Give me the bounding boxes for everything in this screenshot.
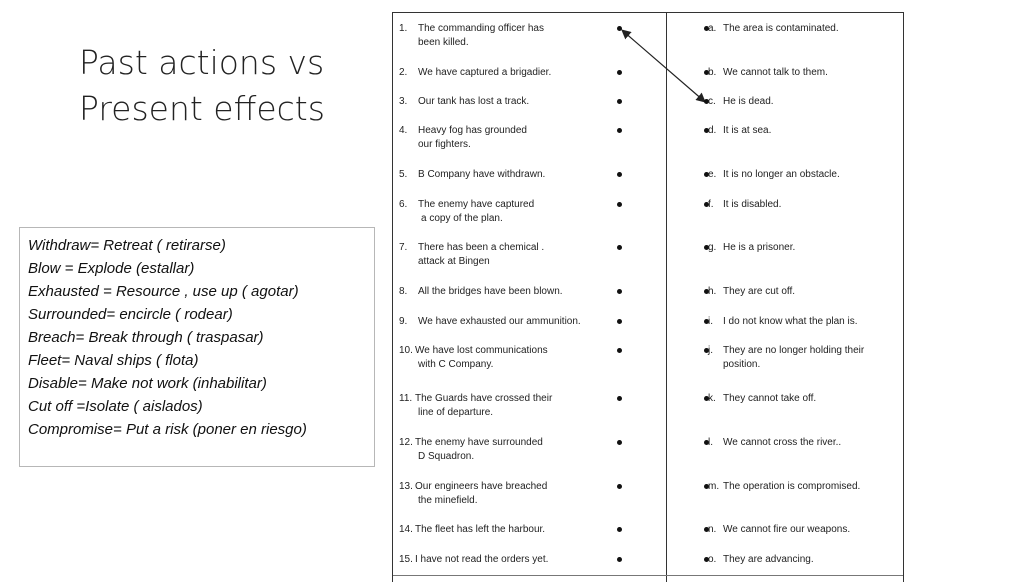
action-item [399, 480, 609, 508]
action-text-line-1: The enemy have surrounded [415, 437, 543, 448]
action-match-dot[interactable] [617, 319, 622, 324]
effect-item [708, 168, 900, 182]
action-match-dot[interactable] [617, 202, 622, 207]
action-match-dot[interactable] [617, 557, 622, 562]
effect-letter: c. [708, 96, 716, 107]
effect-letter: a. [708, 23, 717, 34]
action-text-line-1: We have captured a brigadier. [418, 67, 552, 78]
effect-item [708, 392, 900, 406]
action-number: 10. [399, 345, 413, 356]
action-item [399, 66, 609, 80]
action-text-line-2: D Squadron. [418, 451, 475, 462]
effect-text-line-1: He is dead. [723, 96, 774, 107]
action-text-line-1: There has been a chemical . [418, 242, 545, 253]
vocab-item: Cut off =Isolate ( aislados) [28, 398, 203, 415]
effect-text-line-1: We cannot talk to them. [723, 67, 828, 78]
action-match-dot[interactable] [617, 396, 622, 401]
action-text-line-2: our fighters. [418, 139, 471, 150]
effect-letter: j. [708, 345, 713, 356]
vocab-item: Blow = Explode (estallar) [28, 260, 195, 277]
effect-item [708, 436, 900, 450]
effect-letter: k. [708, 393, 716, 404]
action-number: 5. [399, 169, 408, 180]
effect-text-line-1: They are advancing. [723, 554, 814, 565]
action-item [399, 168, 609, 182]
vocab-item: Exhausted = Resource , use up ( agotar) [28, 283, 299, 300]
matching-worksheet [392, 12, 904, 582]
action-text-line-1: We have exhausted our ammunition. [418, 316, 581, 327]
effect-letter: h. [708, 286, 717, 297]
action-match-dot[interactable] [617, 245, 622, 250]
effect-text-line-1: It is no longer an obstacle. [723, 169, 840, 180]
action-item [399, 436, 609, 464]
action-item [399, 344, 609, 372]
effect-item [708, 344, 900, 372]
action-text-line-2: been killed. [418, 37, 469, 48]
vocab-item: Disable= Make not work (inhabilitar) [28, 375, 267, 392]
action-match-dot[interactable] [617, 128, 622, 133]
vocab-item: Withdraw= Retreat ( retirarse) [28, 237, 226, 254]
action-text-line-2: the minefield. [418, 495, 478, 506]
action-match-dot[interactable] [617, 99, 622, 104]
effect-item [708, 95, 900, 109]
effect-item [708, 523, 900, 537]
action-item [399, 315, 609, 329]
action-item [399, 22, 609, 50]
vocab-item: Compromise= Put a risk (poner en riesgo) [28, 421, 307, 438]
slide-title-line-1: Past actions vs [79, 43, 325, 82]
action-text-line-1: All the bridges have been blown. [418, 286, 563, 297]
action-text-line-1: Heavy fog has grounded [418, 125, 527, 136]
effect-text-line-1: The operation is compromised. [723, 481, 861, 492]
effect-text-line-1: They are no longer holding their [723, 345, 865, 356]
effect-letter: d. [708, 125, 717, 136]
effect-text-line-1: They are cut off. [723, 286, 796, 297]
slide-title [79, 40, 369, 132]
action-item [399, 523, 609, 537]
effect-text-line-1: It is at sea. [723, 125, 772, 136]
action-text-line-1: We have lost communications [415, 345, 548, 356]
action-item [399, 95, 609, 109]
action-number: 9. [399, 316, 408, 327]
action-item [399, 241, 609, 269]
action-number: 4. [399, 125, 408, 136]
action-text-line-1: I have not read the orders yet. [415, 554, 549, 565]
action-number: 6. [399, 199, 408, 210]
action-number: 13. [399, 481, 413, 492]
action-text-line-1: The Guards have crossed their [415, 393, 553, 404]
effect-item [708, 285, 900, 299]
effect-letter: i. [708, 316, 713, 327]
effect-letter: e. [708, 169, 717, 180]
effect-text-line-1: They cannot take off. [723, 393, 817, 404]
action-number: 8. [399, 286, 408, 297]
action-match-dot[interactable] [617, 348, 622, 353]
vocabulary-box [19, 227, 375, 467]
effect-text-line-1: He is a prisoner. [723, 242, 796, 253]
action-text-line-1: Our engineers have breached [415, 481, 548, 492]
action-text-line-2: a copy of the plan. [421, 213, 503, 224]
effect-letter: b. [708, 67, 717, 78]
action-item [399, 198, 609, 226]
action-number: 15. [399, 554, 413, 565]
effect-text-line-1: I do not know what the plan is. [723, 316, 858, 327]
action-number: 11. [399, 393, 413, 404]
action-number: 12. [399, 437, 413, 448]
effect-item [708, 66, 900, 80]
action-item [399, 124, 609, 152]
action-item [399, 392, 609, 420]
effect-letter: n. [708, 524, 717, 535]
effect-text-line-2: position. [723, 359, 761, 370]
effect-text-line-1: We cannot fire our weapons. [723, 524, 851, 535]
vocab-item: Breach= Break through ( traspasar) [28, 329, 264, 346]
effect-letter: g. [708, 242, 717, 253]
slide-title-line-2: Present effects [79, 89, 325, 128]
action-text-line-1: The fleet has left the harbour. [415, 524, 546, 535]
action-match-dot[interactable] [617, 484, 622, 489]
effect-letter: f. [708, 199, 714, 210]
action-match-dot[interactable] [617, 26, 622, 31]
effect-item [708, 124, 900, 138]
effect-letter: l. [708, 437, 713, 448]
action-match-dot[interactable] [617, 70, 622, 75]
effect-letter: o. [708, 554, 717, 565]
action-match-dot[interactable] [617, 440, 622, 445]
action-text-line-1: The enemy have captured [418, 199, 535, 210]
action-text-line-1: The commanding officer has [418, 23, 544, 34]
action-number: 2. [399, 67, 408, 78]
action-match-dot[interactable] [617, 172, 622, 177]
vocab-item: Fleet= Naval ships ( flota) [28, 352, 199, 369]
action-number: 14. [399, 524, 413, 535]
effect-item [708, 315, 900, 329]
effect-text-line-1: The area is contaminated. [723, 23, 839, 34]
action-text-line-2: line of departure. [418, 407, 494, 418]
action-number: 7. [399, 242, 408, 253]
action-item [399, 285, 609, 299]
effect-item [708, 241, 900, 255]
action-text-line-2: attack at Bingen [418, 256, 490, 267]
effect-letter: m. [708, 481, 720, 492]
action-match-dot[interactable] [617, 289, 622, 294]
effect-item [708, 198, 900, 212]
action-number: 1. [399, 23, 408, 34]
action-text-line-1: B Company have withdrawn. [418, 169, 546, 180]
action-number: 3. [399, 96, 408, 107]
effect-item [708, 480, 900, 494]
effect-text-line-1: We cannot cross the river.. [723, 437, 842, 448]
action-match-dot[interactable] [617, 527, 622, 532]
effect-item [708, 22, 900, 36]
effect-text-line-1: It is disabled. [723, 199, 782, 210]
vocab-item: Surrounded= encircle ( rodear) [28, 306, 233, 323]
action-text-line-2: with C Company. [418, 359, 494, 370]
action-item [399, 553, 609, 567]
effect-item [708, 553, 900, 567]
action-text-line-1: Our tank has lost a track. [418, 96, 530, 107]
